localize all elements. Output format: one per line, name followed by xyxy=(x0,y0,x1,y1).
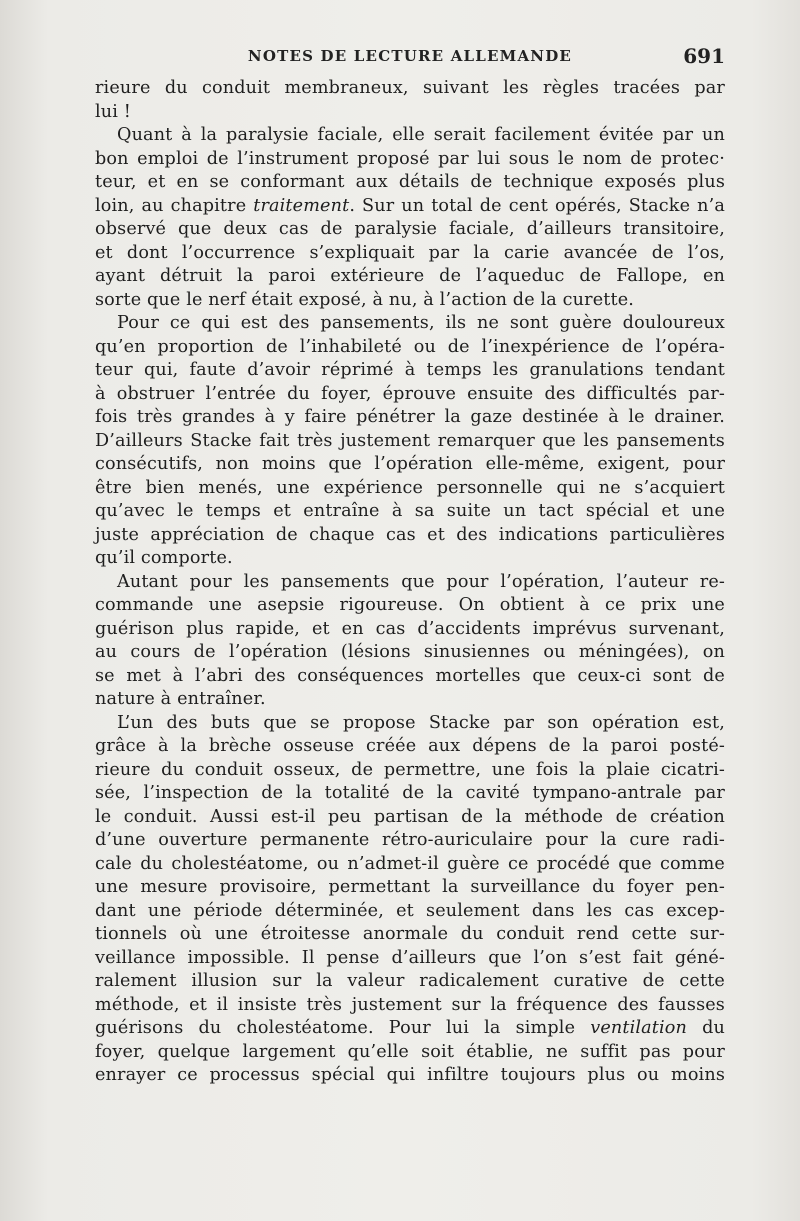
text-line: cale du cholestéatome, ou n’admet-il guère ce procédé que comme xyxy=(95,853,725,874)
text-line: nature à entraîner. xyxy=(95,689,266,709)
text-line: commande une asepsie rigoureuse. On obtient à ce prix une xyxy=(95,595,725,615)
text-line: au cours de l’opération (lésions sinusiennes ou méningées), on xyxy=(95,642,725,662)
text-line: rieure du conduit osseux, de permettre, une fois la plaie cicatri- xyxy=(95,759,725,780)
text-line: se met à l’abri des conséquences mortelles que ceux-ci sont de xyxy=(95,665,725,686)
text-line: Quant à la paralysie faciale, elle serait facilement évitée par un xyxy=(117,125,725,145)
text-line: guérison plus rapide, et en cas d’accidents imprévus survenant, xyxy=(95,618,725,639)
text-line: lui ! xyxy=(95,101,131,122)
text-line: et dont l’occurrence s’expliquait par la carie avancée de l’os, xyxy=(95,242,725,263)
text-line: une mesure provisoire, permettant la surveillance du foyer pen- xyxy=(95,877,725,897)
text-line: D’ailleurs Stacke fait très justement remarquer que les pansements xyxy=(95,430,725,451)
text-line: méthode, et il insiste très justement sur la fréquence des fausses xyxy=(95,994,725,1015)
text-line: ralement illusion sur la valeur radicalement curative de cette xyxy=(95,971,725,991)
text-line: teur qui, faute d’avoir réprimé à temps les granulations tendant xyxy=(95,360,725,380)
body-text xyxy=(95,77,725,1088)
text-line: sée, l’inspection de la totalité de la cavité tympano-antrale par xyxy=(95,783,725,803)
text-line: fois très grandes à y faire pénétrer la gaze destinée à le drainer. xyxy=(95,407,725,427)
text-line: à obstruer l’entrée du foyer, éprouve ensuite des difficultés par- xyxy=(95,383,725,404)
text-line: tionnels où une étroitesse anormale du conduit rend cette sur- xyxy=(95,924,725,944)
italic-word: traitement xyxy=(253,195,350,216)
running-title: NOTES DE LECTURE ALLEMANDE xyxy=(247,47,573,65)
text-line: être bien menés, une expérience personnelle qui ne s’acquiert xyxy=(95,477,725,498)
text-line: d’une ouverture permanente rétro-auriculaire pour la cure radi- xyxy=(95,830,725,850)
text-line: foyer, quelque largement qu’elle soit établie, ne suffit pas pour xyxy=(95,1041,725,1062)
italic-word: ventilation xyxy=(590,1018,688,1038)
text-line: observé que deux cas de paralysie faciale, d’ailleurs transitoire, xyxy=(95,219,725,239)
text-line: teur, et en se conformant aux détails de technique exposés plus xyxy=(95,172,725,192)
text-line: qu’il comporte. xyxy=(95,548,233,568)
text-line: L’un des buts que se propose Stacke par son opération est, xyxy=(117,712,725,733)
text-segment: loin, au chapitre xyxy=(95,195,254,216)
text-segment: . Sur un total de cent opérés, Stacke n’a xyxy=(349,195,725,216)
page-number: 691 xyxy=(683,44,725,68)
text-line: qu’avec le temps et entraîne à sa suite un tact spécial et une xyxy=(95,501,725,521)
text-line: dant une période déterminée, et seulement dans les cas excep- xyxy=(95,900,725,921)
running-head xyxy=(95,44,725,72)
text-line: Pour ce qui est des pansements, ils ne sont guère douloureux xyxy=(117,313,725,333)
text-line: grâce à la brèche osseuse créée aux dépens de la paroi posté- xyxy=(95,736,725,756)
text-line: veillance impossible. Il pense d’ailleurs que l’on s’est fait géné- xyxy=(95,947,725,968)
text-line xyxy=(95,1017,725,1041)
text-line: ayant détruit la paroi extérieure de l’aqueduc de Fallope, en xyxy=(95,266,725,286)
text-line: sorte que le nerf était exposé, à nu, à l’action de la curette. xyxy=(95,289,635,310)
text-line: bon emploi de l’instrument proposé par lui sous le nom de protec· xyxy=(95,148,725,169)
text-line: rieure du conduit membraneux, suivant les règles tracées par xyxy=(95,78,725,98)
text-line: qu’en proportion de l’inhabileté ou de l’inexpérience de l’opéra- xyxy=(95,336,725,357)
text-line: juste appréciation de chaque cas et des indications particulières xyxy=(95,524,725,545)
text-line: le conduit. Aussi est-il peu partisan de la méthode de création xyxy=(95,806,725,827)
text-line: Autant pour les pansements que pour l’opération, l’auteur re- xyxy=(117,571,725,592)
text-line: consécutifs, non moins que l’opération elle-même, exigent, pour xyxy=(95,454,725,474)
text-segment: guérisons du cholestéatome. Pour lui la simple xyxy=(95,1018,591,1038)
text-line: enrayer ce processus spécial qui infiltre toujours plus ou moins xyxy=(95,1065,725,1085)
text-segment: du xyxy=(687,1018,726,1038)
text-line xyxy=(95,195,725,219)
